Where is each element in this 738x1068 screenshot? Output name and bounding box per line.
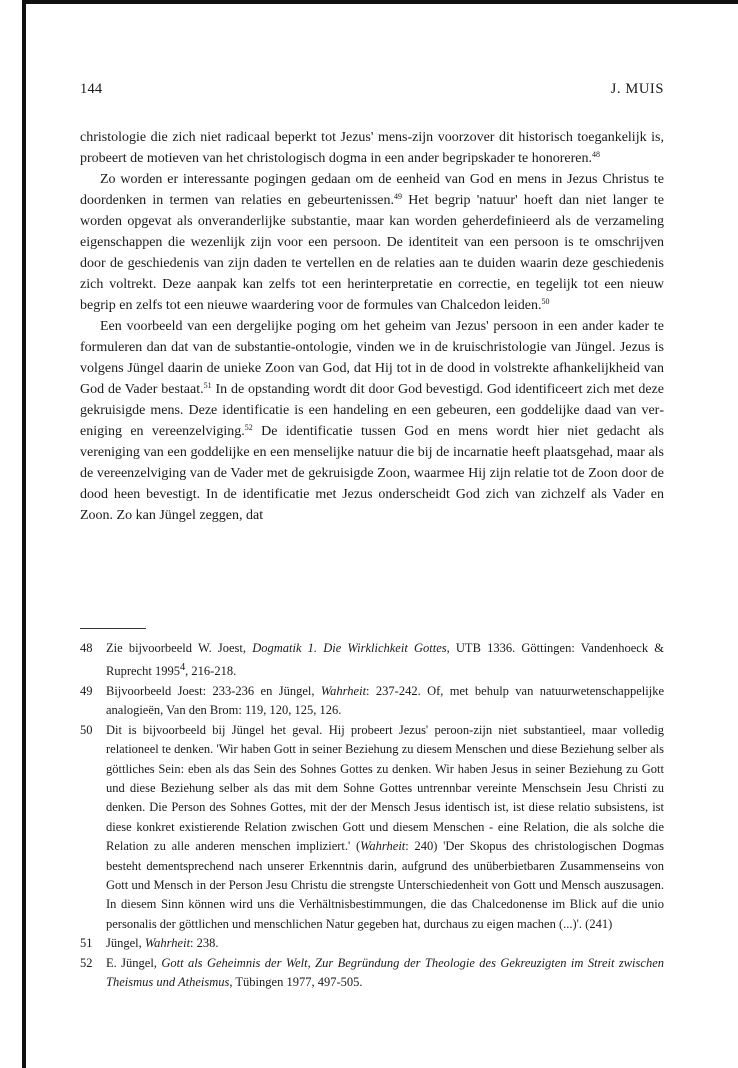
edition-superscript: 4 xyxy=(179,662,186,674)
footnote-number: 50 xyxy=(80,722,93,737)
scan-border-top xyxy=(22,0,738,4)
footnote-title: Wahrheit xyxy=(144,936,191,951)
paragraph-1 xyxy=(80,127,664,169)
footnote-text: Dit is bijvoorbeeld bij Jüngel het geval. Hij probeert Jezus' peroon-zijn niet substantieel, maar volledig relationeel te denken. 'Wir haben Gott in seiner Beziehung zu diesem Menschen und diese Beziehung selber als göttliches Sein: eben als das Sein des Sohnes Gottes zu denken. Wir haben Jesus in seiner Beziehung zu Gott und diese Beziehung selber als das mit dem Sohne Gottes untrennbar vereinte Menschsein Jesu Christi zu denken. Die Person des Sohnes Gottes, mit der der Mensch Jesus identisch ist, ist diese relatio subsistens, ist diese konkret existierende Relation zwischen Gott und diesem Menschen - eine Relation, die als solche die Relation zu alle anderen menschen impliziert.' ( xyxy=(106,722,664,854)
footnote-title: Wahrheit xyxy=(320,683,367,698)
footnote-number: 48 xyxy=(80,641,93,655)
footnote-ref-51: 51 xyxy=(203,381,212,390)
footnote-51 xyxy=(80,934,664,953)
footnote-ref-52: 52 xyxy=(244,423,253,432)
paragraph-3-text-c: De identificatie tussen God en mens wordt hier niet gedacht als vereniging van een goddelijke en een menselijke natuur die bij de incarnatie heeft plaatsgehad, maar als de vereenzelviging van de Vader met de gekruisigde Zoon, waarmee Hij zijn relatie tot de Zoon door de dood heen bevestigt. In de identificatie met Jezus onderscheidt God zich van zichzelf als Vader en Zoon. Zo kan Jüngel zeggen, dat xyxy=(80,424,665,523)
footnote-title: Dogmatik 1. Die Wirklichkeit Gottes xyxy=(252,641,447,655)
footnote-49 xyxy=(80,682,664,721)
footnote-number: 52 xyxy=(80,955,93,970)
footnote-separator xyxy=(80,628,146,629)
paragraph-3-text-a: Een voorbeeld van een dergelijke poging om het geheim van Jezus' persoon in een ander kader te formuleren dan dat van de substantie-ontologie, vinden we in de kruischristologie van Jüngel. Jezus is volgens Jüngel daarin de unieke Zoon van God, dat Hij tot in de dood in volstrekte afhankelijkheid van God de Vader bestaat. xyxy=(80,319,664,397)
footnote-number: 51 xyxy=(80,936,93,951)
footnote-text: E. Jüngel, xyxy=(106,955,162,970)
footnote-50 xyxy=(80,721,664,934)
footnote-text: , Tübingen 1977, 497-505. xyxy=(229,975,363,990)
paragraph-2 xyxy=(80,169,664,316)
footnote-text: Bijvoorbeeld Joest: 233-236 en Jüngel, xyxy=(106,683,321,698)
page-number: 144 xyxy=(80,81,103,97)
footnote-ref-48: 48 xyxy=(591,150,600,159)
paragraph-1-text: christologie die zich niet radicaal beperkt tot Jezus' mens-zijn voorzover dit historisch toegankelijk is, probeert de motieven van het christologisch dogma in een ander begripskader te honoreren. xyxy=(80,130,664,166)
footnote-text: : 238. xyxy=(190,936,219,951)
footnote-text: : 237-242. Of, met behulp van natuurwetenschappelijke analogieën, Van den Brom: 119, 120, 125, 126. xyxy=(106,683,664,718)
footnote-52 xyxy=(80,954,664,993)
footnote-title: Wahrheit xyxy=(360,839,406,854)
scan-border-left xyxy=(22,0,26,1068)
footnote-text: , UTB 1336. Göttingen: Vandenhoeck & Ruprecht 1995 xyxy=(106,641,664,679)
paragraph-3 xyxy=(80,316,664,526)
footnote-number: 49 xyxy=(80,683,93,698)
footnote-48 xyxy=(80,639,664,682)
footnote-text: , 216-218. xyxy=(185,664,237,679)
footnote-text: Zie bijvoorbeeld W. Joest, xyxy=(106,641,253,655)
footnotes xyxy=(80,639,664,992)
footnote-ref-49: 49 xyxy=(394,192,402,201)
footnote-text: : 240) 'Der Skopus des christologischen Dogmas besteht dementsprechend nach unserer Erkenntnis darin, aufgrund des unüberbietbaren Zusammenseins von Gott und Mensch in der Person Jesu Christu die strengste Unterschiedenheit von Gott und Mensch auszusagen. In diesem Sinn können wird uns die Verhältnisbestimmungen, die das Chalcedonense im Blick auf die unio personalis der göttlichen und menschlichen Natur gegeben hat, durchaus zu eigen machen (...)'. (241) xyxy=(106,839,664,931)
footnote-ref-50: 50 xyxy=(541,297,550,306)
paragraph-2-text-b: Het begrip 'natuur' hoeft dan niet langer te worden opgevat als onveranderlijke substantie, maar kan worden geherdefinieerd als de verzameling eigenschappen die wezenlijk zijn voor een persoon. De identiteit van een persoon is te omschrijven door de geschiedenis van zijn daden te vertellen en de relaties aan te duiden waarin deze geschiedenis zich voltrekt. Deze aanpak kan zelfs tot een herinterpretatie en correctie, en tegelijk tot een nieuw begrip en zelfs tot een nieuwe waardering voor de formules van Chalcedon leiden. xyxy=(80,193,664,313)
footnote-title: Gott als Geheimnis der Welt, Zur Begründung der Theologie des Gekreuzigten im Streit zwischen Theismus und Atheismus xyxy=(106,955,664,990)
footnote-text: Jüngel, xyxy=(106,936,145,951)
paragraph-2-text-a: Zo worden er interessante pogingen gedaan om de eenheid van God en mens in Jezus Christus te doordenken in termen van relaties en gebeurtenissen. xyxy=(80,172,664,208)
main-text xyxy=(80,127,664,526)
paragraph-3-text-b: In de opstanding wordt dit door God bevestigd. God identificeert zich met deze gekruisigde mens. Deze identificatie is een handeling en een gebeuren, een goddelijke daad van vereniging en vereenzelviging. xyxy=(80,382,664,439)
running-head-author: J. MUIS xyxy=(610,81,664,97)
